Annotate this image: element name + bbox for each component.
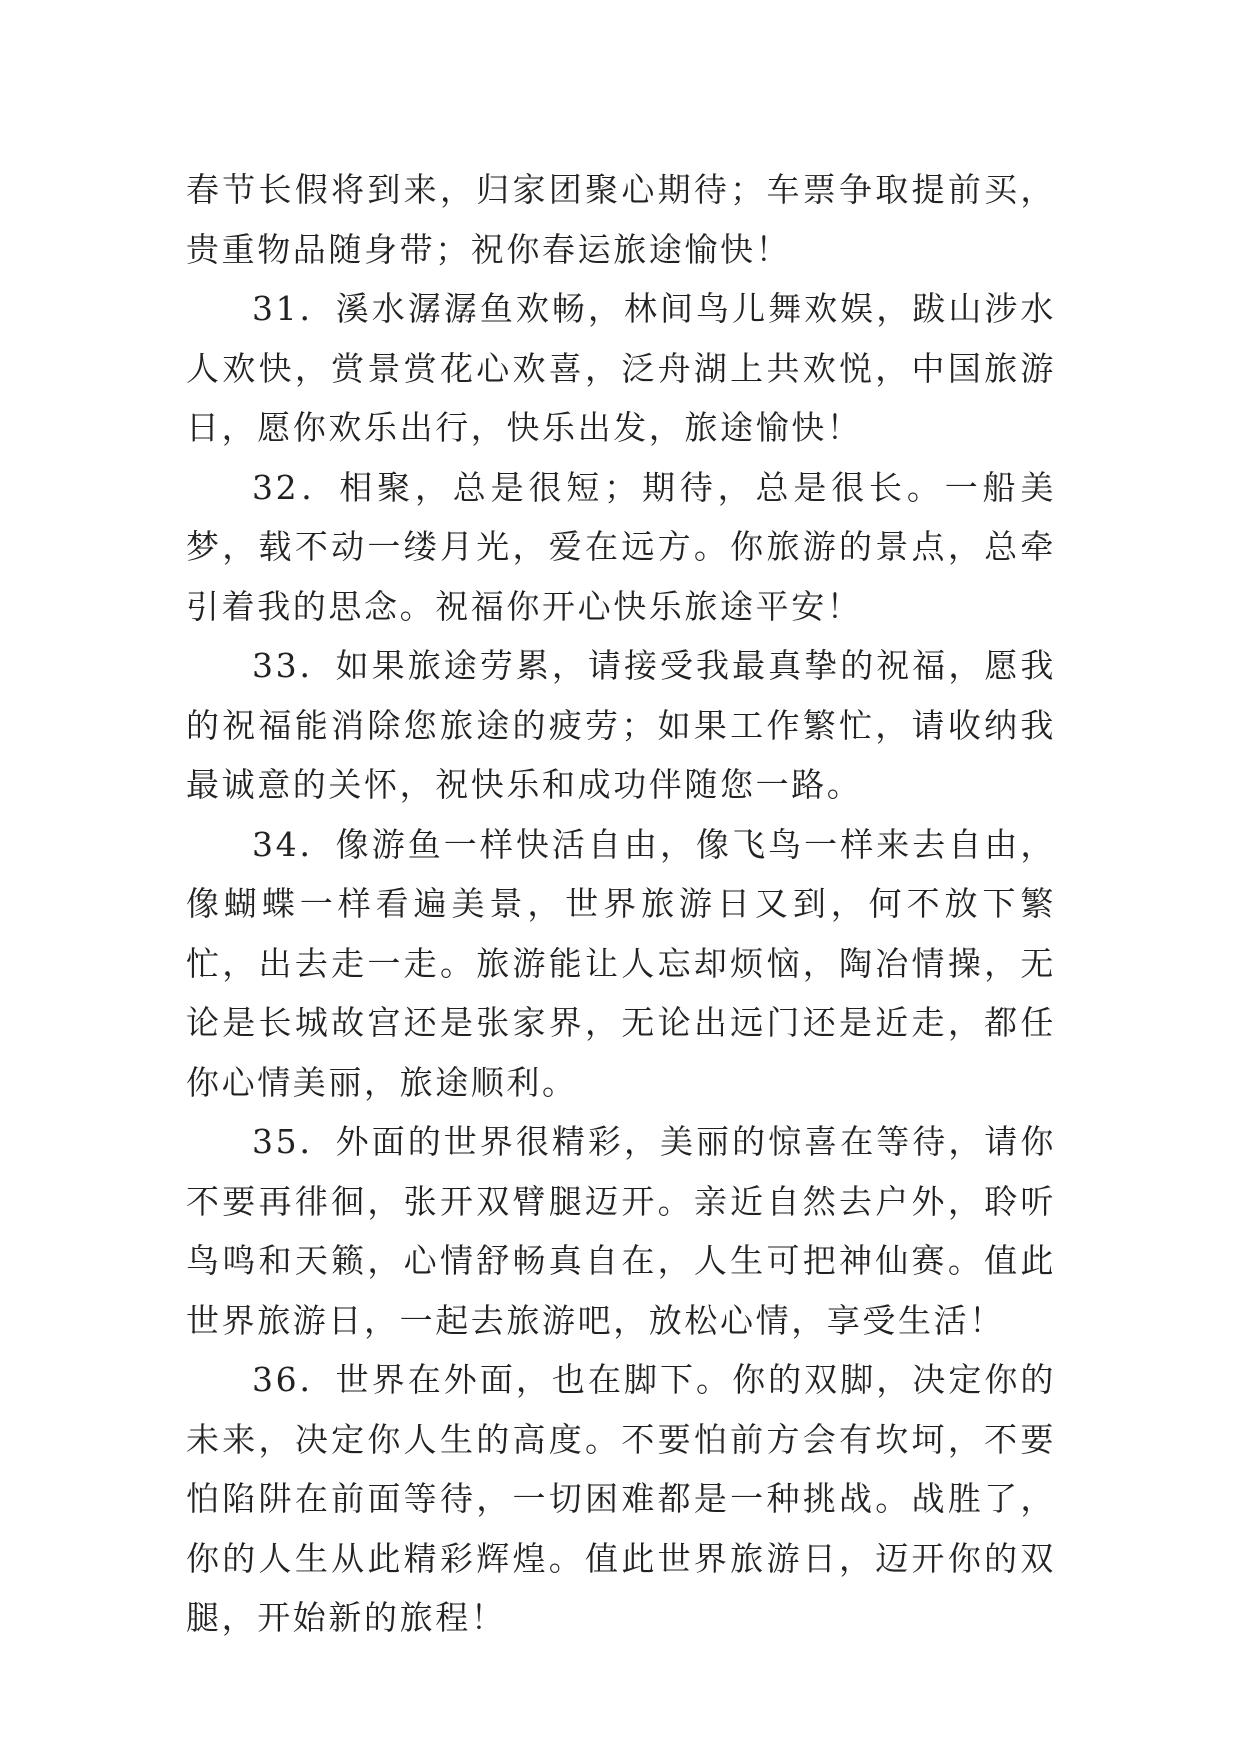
paragraph-36: 36．世界在外面，也在脚下。你的双脚，决定你的未来，决定你人生的高度。不要怕前方会有坎坷，不要怕陷阱在前面等待，一切困难都是一种挑战。战胜了，你的人生从此精彩辉煌。值此世界旅游日，迈开你的双腿，开始新的旅程！ [186, 1360, 1056, 1637]
paragraph-31: 31．溪水潺潺鱼欢畅，林间鸟儿舞欢娱，跋山涉水人欢快，赏景赏花心欢喜，泛舟湖上共欢悦，中国旅游日，愿你欢乐出行，快乐出发，旅途愉快！ [186, 289, 1056, 447]
paragraph-intro: 春节长假将到来，归家团聚心期待；车票争取提前买，贵重物品随身带；祝你春运旅途愉快！ [186, 170, 1056, 269]
document-body [186, 160, 1056, 1648]
paragraph-32: 32．相聚，总是很短；期待，总是很长。一船美梦，载不动一缕月光，爱在远方。你旅游的景点，总牵引着我的思念。祝福你开心快乐旅途平安！ [186, 467, 1056, 626]
paragraph-35: 35．外面的世界很精彩，美丽的惊喜在等待，请你不要再徘徊，张开双臂腿迈开。亲近自然去户外，聆听鸟鸣和天籁，心情舒畅真自在，人生可把神仙赛。值此世界旅游日，一起去旅游吧，放松心情，享受生活！ [186, 1122, 1056, 1340]
paragraph-33: 33．如果旅途劳累，请接受我最真挚的祝福，愿我的祝福能消除您旅途的疲劳；如果工作繁忙，请收纳我最诚意的关怀，祝快乐和成功伴随您一路。 [186, 646, 1056, 804]
paragraph-34: 34．像游鱼一样快活自由，像飞鸟一样来去自由，像蝴蝶一样看遍美景，世界旅游日又到，何不放下繁忙，出去走一走。旅游能让人忘却烦恼，陶冶情操，无论是长城故宫还是张家界，无论出远门还是近走，都任你心情美丽，旅途顺利。 [186, 824, 1056, 1102]
